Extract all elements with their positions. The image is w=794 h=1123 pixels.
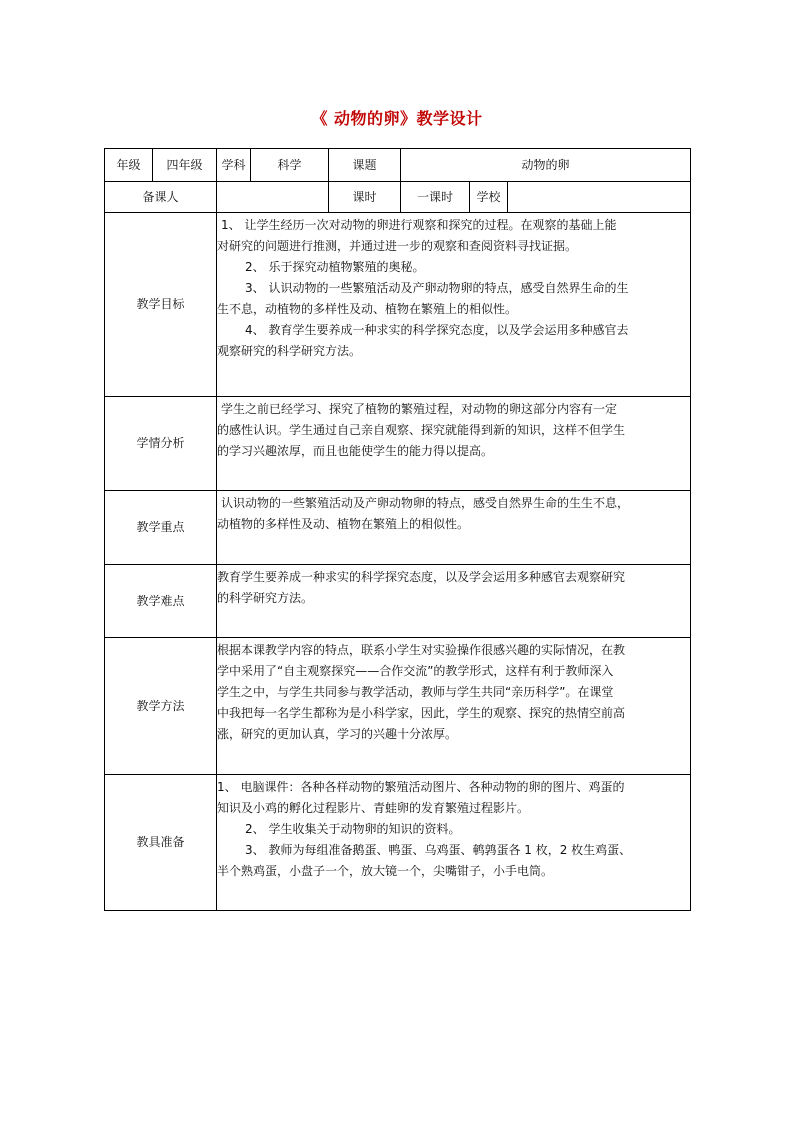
materials-label: 教具准备 [105, 775, 217, 911]
difficulties-line: 的科学研究方法。 [217, 591, 314, 605]
key-points-content [217, 491, 691, 565]
methods-label: 教学方法 [105, 638, 217, 775]
materials-line: 2、 学生收集关于动物卵的知识的资料。 [245, 822, 461, 836]
header-row-2 [105, 182, 691, 213]
goals-line: 对研究的问题进行推测，并通过进一步的观察和查阅资料寻找证据。 [217, 239, 578, 253]
methods-line: 涨，研究的更加认真，学习的兴趣十分浓厚。 [217, 727, 458, 741]
goals-label: 教学目标 [105, 213, 217, 397]
hours-label: 课时 [329, 182, 401, 213]
goals-line: 4、 教育学生要养成一种求实的科学探究态度，以及学会运用多种感官去 [245, 323, 629, 337]
analysis-content [217, 397, 691, 491]
key-points-line: 认识动物的一些繁殖活动及产卵动物卵的特点，感受自然界生命的生生不息， [221, 496, 630, 510]
methods-row [105, 638, 691, 775]
difficulties-content [217, 565, 691, 638]
goals-line: 生不息，动植物的多样性及动、植物在繁殖上的相似性。 [217, 302, 518, 316]
materials-line: 知识及小鸡的孵化过程影片、青蛙卵的发育繁殖过程影片。 [217, 801, 530, 815]
analysis-line: 的感性认识。学生通过自己亲自观察、探究就能得到新的知识，这样不但学生 [217, 423, 626, 437]
materials-row [105, 775, 691, 911]
methods-line: 学中采用了“自主观察探究——合作交流”的教学形式，这样有利于教师深入 [217, 664, 614, 678]
materials-line: 3、 教师为每组准备鹅蛋、鸭蛋、乌鸡蛋、鹌鹑蛋各 1 枚，2 枚生鸡蛋、 [245, 843, 632, 857]
key-points-row [105, 491, 691, 565]
preparer-label: 备课人 [105, 182, 217, 213]
goals-line: 1、 让学生经历一次对动物的卵进行观察和探究的过程。在观察的基础上能 [221, 218, 617, 232]
goals-line: 2、 乐于探究动植物繁殖的奥秘。 [245, 260, 425, 274]
subject-value: 科学 [251, 149, 329, 182]
lesson-plan-table [104, 148, 691, 911]
goals-line: 观察研究的科学研究方法。 [217, 344, 362, 358]
methods-line: 学生之中，与学生共同参与教学活动，教师与学生共同“亲历科学”。在课堂 [217, 685, 614, 699]
analysis-line: 学生之前已经学习、探究了植物的繁殖过程，对动物的卵这部分内容有一定 [221, 402, 618, 416]
grade-label: 年级 [105, 149, 153, 182]
methods-line: 根据本课教学内容的特点，联系小学生对实验操作很感兴趣的实际情况，在教 [217, 643, 626, 657]
materials-line: 半个熟鸡蛋，小盘子一个，放大镜一个，尖嘴钳子，小手电筒。 [217, 864, 554, 878]
topic-value: 动物的卵 [401, 149, 691, 182]
topic-label: 课题 [329, 149, 401, 182]
document-title: 《 动物的卵》教学设计 [311, 109, 483, 128]
methods-line: 中我把每一名学生都称为是小科学家，因此，学生的观察、探究的热情空前高 [217, 706, 626, 720]
analysis-line: 的学习兴趣浓厚，而且也能使学生的能力得以提高。 [217, 444, 494, 458]
goals-content [217, 213, 691, 397]
subject-label: 学科 [217, 149, 251, 182]
goals-row [105, 213, 691, 397]
school-label: 学校 [470, 182, 508, 213]
difficulties-label: 教学难点 [105, 565, 217, 638]
materials-content [217, 775, 691, 911]
difficulties-line: 教育学生要养成一种求实的科学探究态度，以及学会运用多种感官去观察研究 [217, 570, 626, 584]
school-value [508, 182, 691, 213]
preparer-value [217, 182, 329, 213]
hours-value: 一课时 [401, 182, 470, 213]
goals-line: 3、 认识动物的一些繁殖活动及产卵动物卵的特点，感受自然界生命的生 [245, 281, 629, 295]
analysis-label: 学情分析 [105, 397, 217, 491]
methods-content [217, 638, 691, 775]
grade-value: 四年级 [153, 149, 217, 182]
analysis-row [105, 397, 691, 491]
key-points-label: 教学重点 [105, 491, 217, 565]
difficulties-row [105, 565, 691, 638]
materials-line: 1、 电脑课件：各种各样动物的繁殖活动图片、各种动物的卵的图片、鸡蛋的 [217, 780, 625, 794]
header-row-1 [105, 149, 691, 182]
key-points-line: 动植物的多样性及动、植物在繁殖上的相似性。 [217, 517, 470, 531]
